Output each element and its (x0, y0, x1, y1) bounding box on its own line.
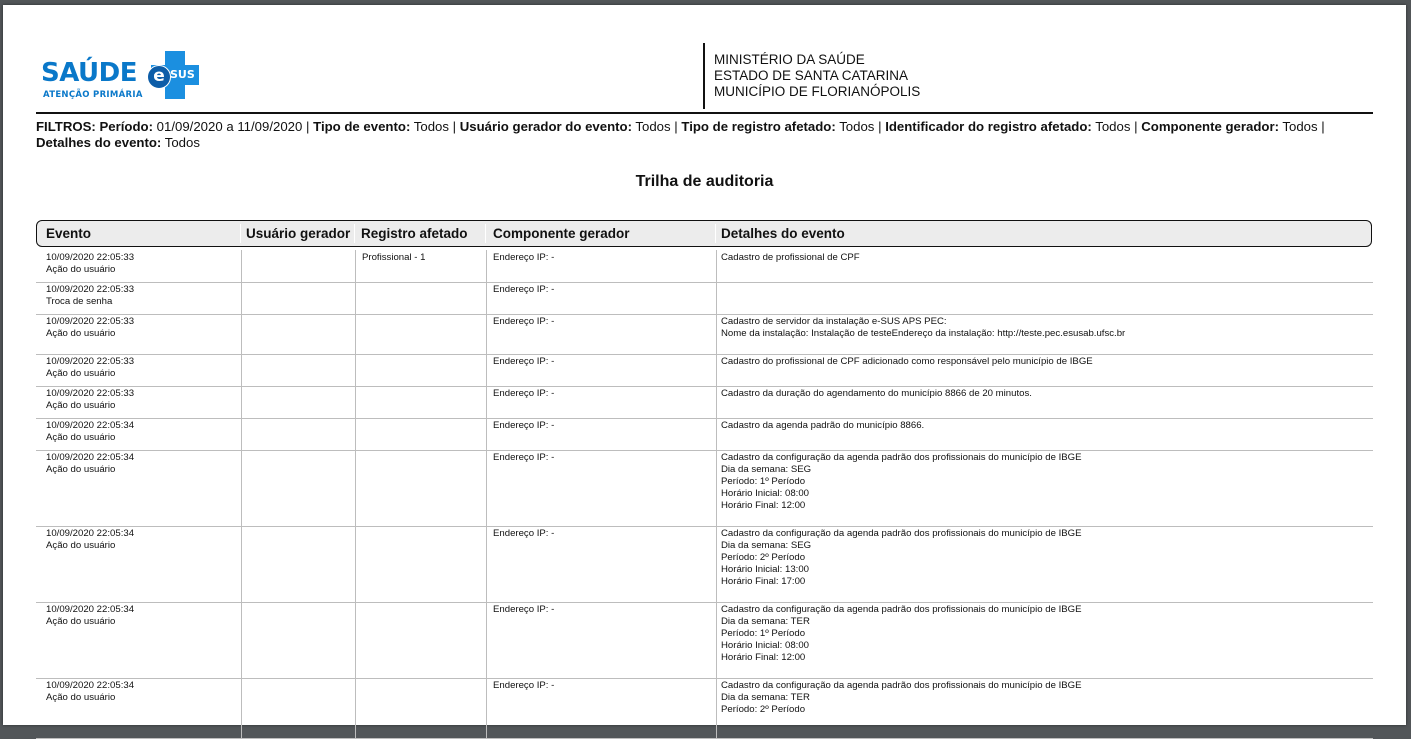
cell-divider (355, 526, 356, 602)
filter-separator: | (452, 119, 457, 134)
cell-divider (716, 526, 717, 602)
componente-value: Endereço IP: - (493, 528, 555, 539)
esus-logo (41, 51, 211, 107)
cell-divider (241, 354, 242, 386)
cell-divider (355, 602, 356, 678)
detail-line: Dia da semana: TER (721, 616, 810, 627)
event-type: Ação do usuário (46, 540, 116, 551)
cell-divider (241, 250, 242, 282)
cell-evento (46, 602, 134, 678)
cell-divider (486, 418, 487, 450)
detail-line: Cadastro de servidor da instalação e-SUS APS PEC: (721, 316, 947, 327)
registro-value: Profissional - 1 (362, 252, 426, 263)
detail-line: Cadastro de profissional de CPF (721, 252, 860, 263)
detail-line: Período: 2º Período (721, 704, 806, 715)
cell-divider (486, 450, 487, 526)
detail-line: Horário Inicial: 08:00 (721, 488, 809, 499)
event-type: Ação do usuário (46, 692, 116, 703)
table-row (36, 354, 1373, 387)
cell-evento (46, 354, 134, 386)
filters-line (36, 119, 1376, 151)
cell-componente (493, 386, 554, 418)
detail-line: Cadastro da agenda padrão do município 8866. (721, 420, 925, 431)
cell-registro (362, 250, 425, 282)
cell-evento (46, 418, 134, 450)
event-datetime: 10/09/2020 22:05:34 (46, 528, 135, 539)
detail-line: Período: 2º Período (721, 552, 806, 563)
logo-word: SAÚDE (41, 58, 138, 88)
column-separator (715, 224, 716, 243)
componente-value: Endereço IP: - (493, 420, 555, 431)
filter-tipo-label: Tipo de evento: (313, 119, 411, 134)
event-type: Ação do usuário (46, 400, 116, 411)
cell-evento (46, 526, 134, 602)
cell-divider (241, 526, 242, 602)
column-header-usuario: Usuário gerador (246, 226, 351, 241)
detail-line: Cadastro da duração do agendamento do município 8866 de 20 minutos. (721, 388, 1032, 399)
componente-value: Endereço IP: - (493, 452, 555, 463)
table-row (36, 250, 1373, 283)
cell-detalhes (721, 386, 1032, 418)
detail-line: Horário Final: 12:00 (721, 652, 806, 663)
cell-divider (241, 450, 242, 526)
filter-usuario-label: Usuário gerador do evento: (459, 119, 632, 134)
detail-line: Horário Final: 12:00 (721, 500, 806, 511)
cell-divider (355, 678, 356, 738)
componente-value: Endereço IP: - (493, 680, 555, 691)
institution-line-3: MUNICÍPIO DE FLORIANÓPOLIS (714, 84, 921, 99)
cell-divider (355, 386, 356, 418)
column-header-registro: Registro afetado (361, 226, 468, 241)
institution-block (714, 52, 920, 100)
filter-ident-label: Identificador do registro afetado: (885, 119, 1092, 134)
filter-registro-label: Tipo de registro afetado: (681, 119, 836, 134)
cell-divider (355, 354, 356, 386)
cell-divider (486, 526, 487, 602)
cell-evento (46, 450, 134, 526)
event-type: Ação do usuário (46, 464, 116, 475)
logo-sus-text: SUS (170, 68, 195, 81)
cell-divider (241, 602, 242, 678)
detail-line: Horário Inicial: 13:00 (721, 564, 809, 575)
cell-divider (486, 354, 487, 386)
cell-divider (355, 418, 356, 450)
cell-evento (46, 250, 134, 282)
cell-divider (486, 282, 487, 314)
table-row (36, 418, 1373, 451)
institution-line-2: ESTADO DE SANTA CATARINA (714, 68, 909, 83)
filter-separator: | (878, 119, 882, 134)
filter-separator: | (674, 119, 678, 134)
cell-evento (46, 678, 134, 738)
cell-divider (716, 386, 717, 418)
event-datetime: 10/09/2020 22:05:34 (46, 452, 135, 463)
cell-detalhes (721, 314, 1125, 354)
event-datetime: 10/09/2020 22:05:33 (46, 316, 135, 327)
componente-value: Endereço IP: - (493, 316, 555, 327)
institution-line-1: MINISTÉRIO DA SAÚDE (714, 52, 865, 67)
cell-componente (493, 250, 554, 282)
table-row (36, 386, 1373, 419)
filter-usuario-value: Todos (635, 119, 671, 134)
event-type: Ação do usuário (46, 432, 116, 443)
cell-divider (716, 450, 717, 526)
filter-detalhes-label: Detalhes do evento: (36, 135, 162, 150)
cell-evento (46, 386, 134, 418)
detail-line: Horário Final: 17:00 (721, 576, 806, 587)
cell-divider (716, 354, 717, 386)
cell-divider (241, 386, 242, 418)
detail-line: Cadastro do profissional de CPF adicionado como responsável pelo município de IBGE (721, 356, 1093, 367)
cell-divider (486, 602, 487, 678)
filter-periodo-label: Período: (99, 119, 153, 134)
cell-divider (355, 250, 356, 282)
filter-ident-value: Todos (1095, 119, 1131, 134)
header-rule (36, 112, 1373, 114)
detail-line: Nome da instalação: Instalação de testeEndereço da instalação: http://teste.pec.esusab.ufsc.br (721, 328, 1126, 339)
cell-componente (493, 282, 554, 314)
componente-value: Endereço IP: - (493, 388, 555, 399)
cell-divider (486, 250, 487, 282)
column-header-componente: Componente gerador (493, 226, 630, 241)
cell-componente (493, 450, 554, 526)
column-separator (354, 224, 355, 243)
cell-divider (241, 418, 242, 450)
column-separator (240, 224, 241, 243)
cell-divider (355, 450, 356, 526)
filter-detalhes-value: Todos (164, 135, 200, 150)
componente-value: Endereço IP: - (493, 356, 555, 367)
cell-divider (716, 314, 717, 354)
cell-detalhes (721, 418, 924, 450)
report-title: Trilha de auditoria (635, 173, 774, 190)
cell-divider (716, 602, 717, 678)
cell-divider (486, 678, 487, 738)
cell-componente (493, 526, 554, 602)
cell-componente (493, 678, 554, 738)
event-type: Ação do usuário (46, 616, 116, 627)
cell-evento (46, 314, 134, 354)
cell-detalhes (721, 450, 1082, 526)
table-row (36, 602, 1373, 679)
detail-line: Período: 1º Período (721, 628, 806, 639)
filter-comp-value: Todos (1282, 119, 1318, 134)
column-header-evento: Evento (46, 226, 92, 241)
cell-divider (716, 250, 717, 282)
cell-divider (716, 282, 717, 314)
cell-divider (241, 678, 242, 738)
cell-divider (486, 314, 487, 354)
detail-line: Cadastro da configuração da agenda padrão dos profissionais do município de IBGE (721, 680, 1082, 691)
cell-componente (493, 314, 554, 354)
column-header-detalhes: Detalhes do evento (721, 226, 845, 241)
event-type: Ação do usuário (46, 328, 116, 339)
detail-line: Cadastro da configuração da agenda padrão dos profissionais do município de IBGE (721, 452, 1082, 463)
logo-e-badge: e (147, 65, 171, 89)
event-datetime: 10/09/2020 22:05:34 (46, 604, 135, 615)
cell-divider (716, 678, 717, 738)
filter-tipo-value: Todos (413, 119, 449, 134)
detail-line: Dia da semana: SEG (721, 464, 812, 475)
table-row (36, 450, 1373, 527)
cell-evento (46, 282, 134, 314)
event-datetime: 10/09/2020 22:05:33 (46, 252, 135, 263)
filters-label: FILTROS: (36, 119, 96, 134)
event-type: Ação do usuário (46, 368, 116, 379)
cell-detalhes (721, 602, 1082, 678)
table-row (36, 526, 1373, 603)
report-page (3, 5, 1406, 725)
table-row (36, 678, 1373, 739)
detail-line: Dia da semana: SEG (721, 540, 812, 551)
logo-subtitle: ATENÇÃO PRIMÁRIA (43, 90, 143, 100)
event-datetime: 10/09/2020 22:05:33 (46, 356, 135, 367)
filter-comp-label: Componente gerador: (1141, 119, 1279, 134)
event-type: Ação do usuário (46, 264, 116, 275)
cell-componente (493, 418, 554, 450)
filter-separator: | (1134, 119, 1138, 134)
detail-line: Horário Inicial: 08:00 (721, 640, 809, 651)
cell-divider (241, 282, 242, 314)
componente-value: Endereço IP: - (493, 604, 555, 615)
cell-divider (241, 314, 242, 354)
cell-detalhes (721, 250, 860, 282)
filter-separator: | (306, 119, 310, 134)
cell-divider (355, 282, 356, 314)
table-row (36, 314, 1373, 355)
componente-value: Endereço IP: - (493, 252, 555, 263)
detail-line: Período: 1º Período (721, 476, 806, 487)
event-datetime: 10/09/2020 22:05:34 (46, 680, 135, 691)
detail-line: Dia da semana: TER (721, 692, 810, 703)
cell-componente (493, 354, 554, 386)
event-datetime: 10/09/2020 22:05:33 (46, 388, 135, 399)
event-datetime: 10/09/2020 22:05:34 (46, 420, 135, 431)
cell-componente (493, 602, 554, 678)
cell-divider (716, 418, 717, 450)
cell-divider (486, 386, 487, 418)
detail-line: Cadastro da configuração da agenda padrão dos profissionais do município de IBGE (721, 528, 1082, 539)
filter-periodo-value: 01/09/2020 a 11/09/2020 (156, 119, 303, 134)
header-divider (703, 43, 705, 109)
filter-registro-value: Todos (839, 119, 875, 134)
cell-detalhes (721, 526, 1082, 602)
filter-separator: | (1321, 119, 1325, 134)
detail-line: Cadastro da configuração da agenda padrão dos profissionais do município de IBGE (721, 604, 1082, 615)
cell-detalhes (721, 678, 1082, 738)
column-separator (485, 224, 486, 243)
table-header (36, 220, 1372, 247)
cell-detalhes (721, 354, 1093, 386)
componente-value: Endereço IP: - (493, 284, 555, 295)
event-type: Troca de senha (46, 296, 113, 307)
cell-divider (355, 314, 356, 354)
event-datetime: 10/09/2020 22:05:33 (46, 284, 135, 295)
table-row (36, 282, 1373, 315)
